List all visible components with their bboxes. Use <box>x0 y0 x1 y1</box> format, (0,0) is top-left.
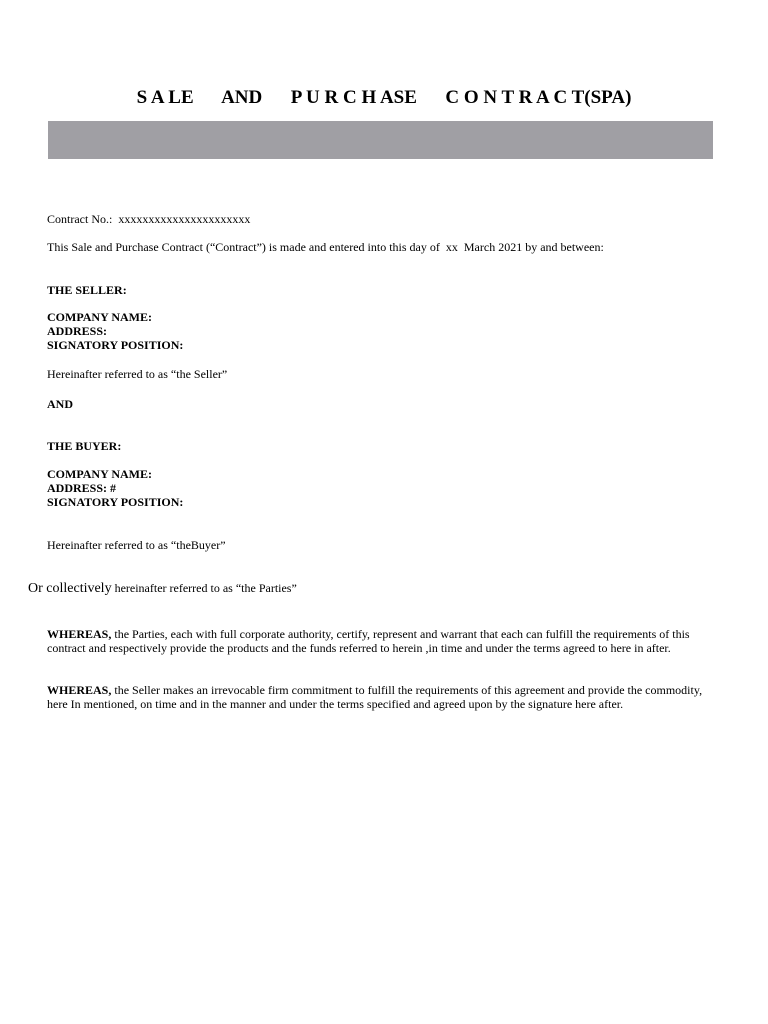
and-separator: AND <box>47 397 73 411</box>
intro-line: This Sale and Purchase Contract (“Contract”) is made and entered into this day of xx March 2021 by and between: <box>47 240 604 254</box>
whereas-paragraph-1 <box>47 627 723 655</box>
whereas-label: WHEREAS, <box>47 683 112 697</box>
whereas-text: the Seller makes an irrevocable firm commitment to fulfill the requirements of this agreement and provide the commodity, here In mentioned, on time and in the manner and under the terms specified and agreed upon by the signature here after. <box>47 683 703 711</box>
collective-rest: hereinafter referred to as “the Parties” <box>114 581 297 595</box>
seller-referred-line: Hereinafter referred to as “the Seller” <box>47 367 228 381</box>
whereas-label: WHEREAS, <box>47 627 112 641</box>
seller-heading: THE SELLER: <box>47 283 127 297</box>
collective-line <box>28 581 297 596</box>
buyer-referred-line: Hereinafter referred to as “theBuyer” <box>47 538 226 552</box>
document-title: S A LE AND P U R C H ASE C O N T R A C T(SPA) <box>136 87 632 108</box>
whereas-text: the Parties, each with full corporate authority, certify, represent and warrant that each can fulfill the requirements of this contract and respectively provide the products and the funds referred to herein ,in time and under the terms agreed to here in after. <box>47 627 690 655</box>
buyer-company-name-label: COMPANY NAME: <box>47 467 152 481</box>
contract-number-value: xxxxxxxxxxxxxxxxxxxxxx <box>118 212 251 226</box>
whereas-paragraph-2 <box>47 683 723 711</box>
seller-address-label: ADDRESS: <box>47 324 108 338</box>
contract-number-line <box>47 212 250 226</box>
collective-lead: Or collectively <box>28 581 112 596</box>
title-banner-bar <box>48 121 713 159</box>
seller-signatory-label: SIGNATORY POSITION: <box>47 338 184 352</box>
buyer-address-label: ADDRESS: # <box>47 481 117 495</box>
seller-company-name-label: COMPANY NAME: <box>47 310 152 324</box>
contract-number-label: Contract No.: <box>47 212 113 226</box>
buyer-signatory-label: SIGNATORY POSITION: <box>47 495 184 509</box>
buyer-heading: THE BUYER: <box>47 439 122 453</box>
